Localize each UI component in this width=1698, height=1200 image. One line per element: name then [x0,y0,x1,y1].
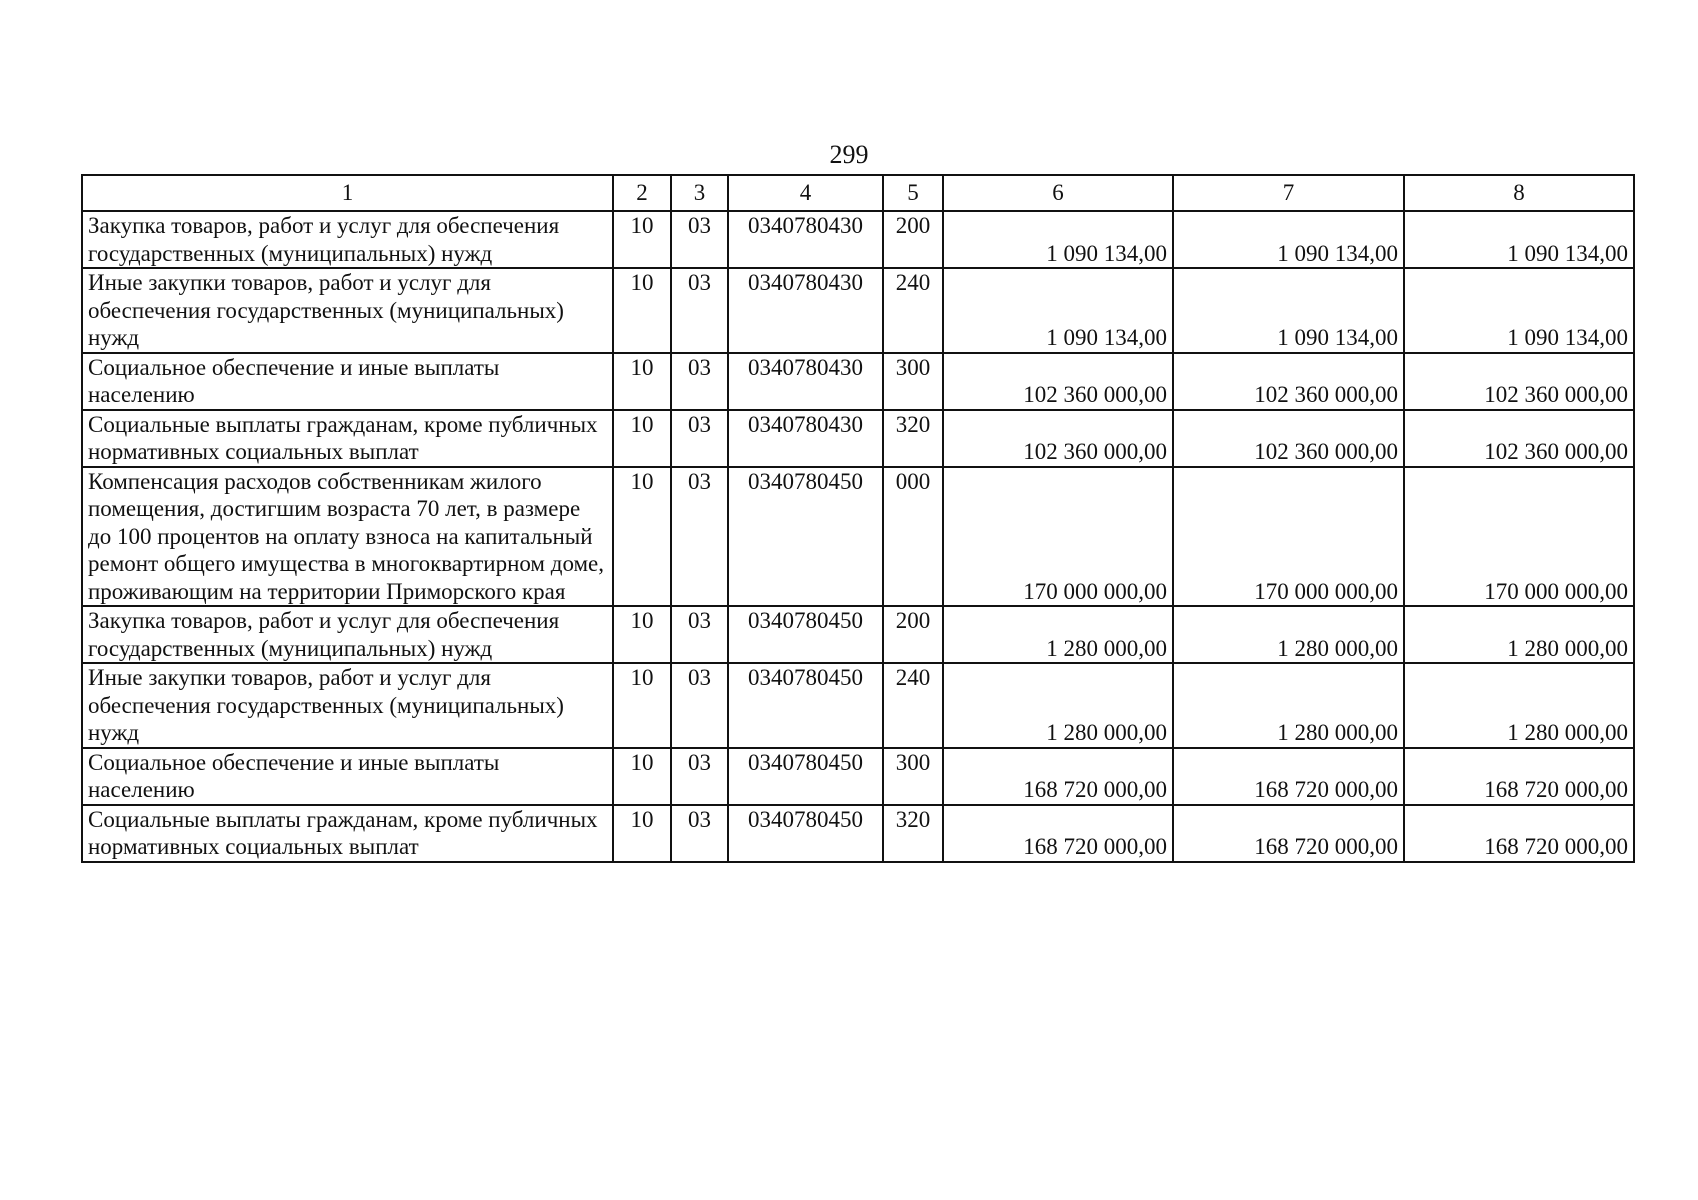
item-name: Социальные выплаты гражданам, кроме публичных нормативных социальных выплат [82,805,613,862]
item-name: Иные закупки товаров, работ и услуг для обеспечения государственных (муниципальных) нужд [82,268,613,353]
target-article-code: 0340780450 [728,663,883,748]
expense-type-code: 200 [883,606,943,663]
amount-col-7: 102 360 000,00 [1173,410,1404,467]
section-code: 10 [613,663,671,748]
amount-col-7: 102 360 000,00 [1173,353,1404,410]
target-article-code: 0340780450 [728,606,883,663]
amount-col-7: 1 090 134,00 [1173,268,1404,353]
subsection-code: 03 [671,606,728,663]
budget-table [81,174,1635,863]
subsection-code: 03 [671,353,728,410]
column-header: 1 [82,175,613,211]
target-article-code: 0340780450 [728,805,883,862]
expense-type-code: 240 [883,268,943,353]
subsection-code: 03 [671,748,728,805]
target-article-code: 0340780450 [728,748,883,805]
section-code: 10 [613,211,671,268]
expense-type-code: 300 [883,353,943,410]
header-row [82,175,1634,211]
column-header: 3 [671,175,728,211]
target-article-code: 0340780430 [728,211,883,268]
expense-type-code: 200 [883,211,943,268]
table-row [82,606,1634,663]
item-name: Социальное обеспечение и иные выплаты населению [82,353,613,410]
section-code: 10 [613,268,671,353]
amount-col-8: 102 360 000,00 [1404,353,1634,410]
amount-col-6: 1 280 000,00 [943,663,1173,748]
amount-col-8: 1 090 134,00 [1404,211,1634,268]
subsection-code: 03 [671,410,728,467]
table-row [82,268,1634,353]
amount-col-7: 168 720 000,00 [1173,805,1404,862]
amount-col-7: 170 000 000,00 [1173,467,1404,607]
amount-col-6: 1 090 134,00 [943,268,1173,353]
table-row [82,211,1634,268]
column-header: 8 [1404,175,1634,211]
amount-col-6: 102 360 000,00 [943,353,1173,410]
table-row [82,410,1634,467]
amount-col-8: 170 000 000,00 [1404,467,1634,607]
table-row [82,663,1634,748]
subsection-code: 03 [671,467,728,607]
subsection-code: 03 [671,268,728,353]
item-name: Социальные выплаты гражданам, кроме публичных нормативных социальных выплат [82,410,613,467]
amount-col-7: 1 280 000,00 [1173,606,1404,663]
amount-col-6: 170 000 000,00 [943,467,1173,607]
column-header: 7 [1173,175,1404,211]
table-row [82,467,1634,607]
column-header: 4 [728,175,883,211]
expense-type-code: 320 [883,805,943,862]
target-article-code: 0340780430 [728,410,883,467]
amount-col-8: 1 280 000,00 [1404,606,1634,663]
subsection-code: 03 [671,211,728,268]
column-header: 2 [613,175,671,211]
column-header: 6 [943,175,1173,211]
amount-col-6: 1 280 000,00 [943,606,1173,663]
column-header: 5 [883,175,943,211]
table-row [82,748,1634,805]
amount-col-7: 1 090 134,00 [1173,211,1404,268]
section-code: 10 [613,805,671,862]
section-code: 10 [613,606,671,663]
expense-type-code: 000 [883,467,943,607]
target-article-code: 0340780450 [728,467,883,607]
amount-col-7: 168 720 000,00 [1173,748,1404,805]
amount-col-8: 102 360 000,00 [1404,410,1634,467]
section-code: 10 [613,410,671,467]
item-name: Закупка товаров, работ и услуг для обеспечения государственных (муниципальных) нужд [82,606,613,663]
table-row [82,805,1634,862]
amount-col-6: 168 720 000,00 [943,748,1173,805]
item-name: Иные закупки товаров, работ и услуг для обеспечения государственных (муниципальных) нужд [82,663,613,748]
amount-col-8: 168 720 000,00 [1404,805,1634,862]
item-name: Компенсация расходов собственникам жилого помещения, достигшим возраста 70 лет, в размере до 100 процентов на оплату взноса на капитальный ремонт общего имущества в многоквартирном доме, проживающим на территории Приморского края [82,467,613,607]
expense-type-code: 300 [883,748,943,805]
expense-type-code: 320 [883,410,943,467]
page-number: 299 [829,140,869,169]
item-name: Закупка товаров, работ и услуг для обеспечения государственных (муниципальных) нужд [82,211,613,268]
amount-col-8: 1 280 000,00 [1404,663,1634,748]
target-article-code: 0340780430 [728,353,883,410]
expense-type-code: 240 [883,663,943,748]
table-row [82,353,1634,410]
subsection-code: 03 [671,663,728,748]
section-code: 10 [613,353,671,410]
amount-col-8: 1 090 134,00 [1404,268,1634,353]
amount-col-6: 168 720 000,00 [943,805,1173,862]
amount-col-6: 1 090 134,00 [943,211,1173,268]
subsection-code: 03 [671,805,728,862]
target-article-code: 0340780430 [728,268,883,353]
item-name: Социальное обеспечение и иные выплаты населению [82,748,613,805]
amount-col-7: 1 280 000,00 [1173,663,1404,748]
amount-col-8: 168 720 000,00 [1404,748,1634,805]
section-code: 10 [613,748,671,805]
section-code: 10 [613,467,671,607]
amount-col-6: 102 360 000,00 [943,410,1173,467]
